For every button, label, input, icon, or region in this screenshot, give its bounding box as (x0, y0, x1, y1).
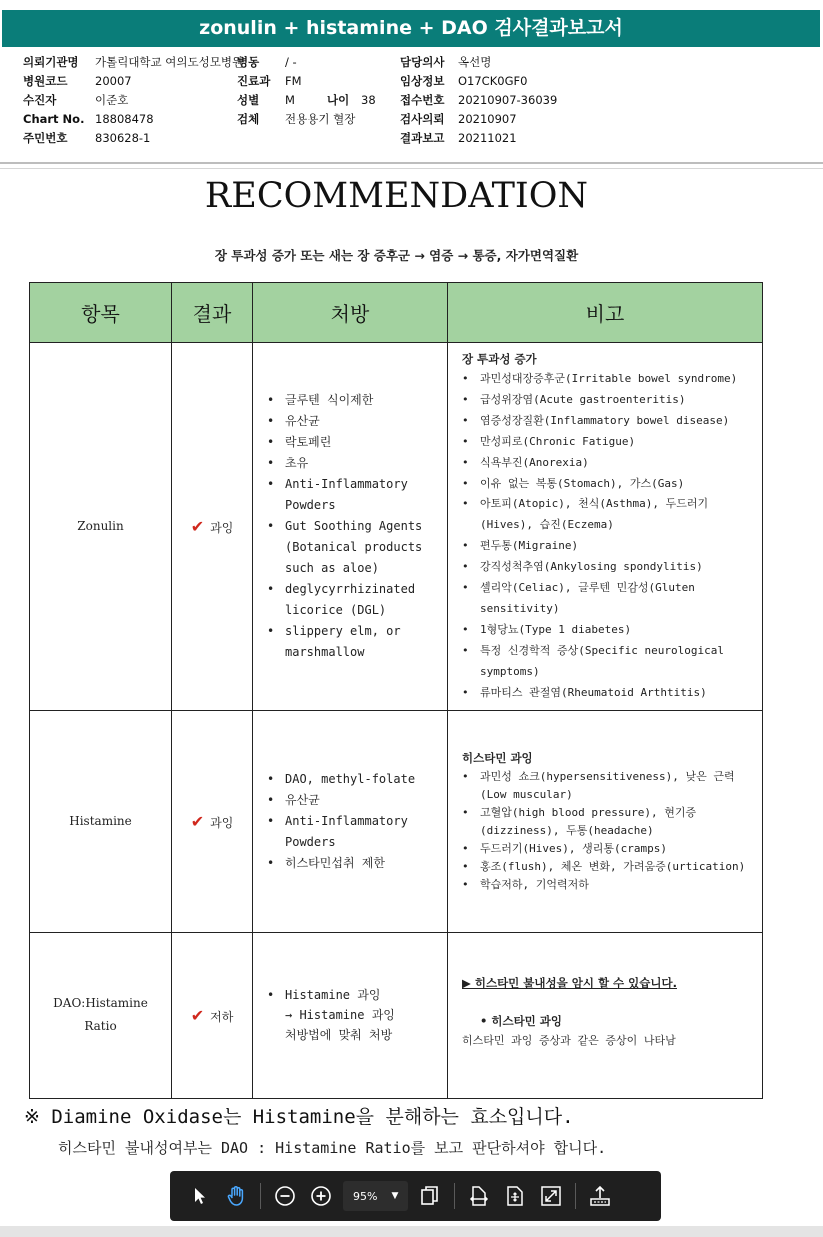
zoom-out-icon[interactable] (267, 1178, 303, 1214)
page-divider (0, 168, 823, 169)
list-item: • 강직성척추염(Ankylosing spondylitis) (462, 557, 754, 578)
page-divider (0, 162, 823, 164)
note-text: 히스타민 과잉 증상과 같은 증상이 나타남 (462, 1033, 676, 1047)
info-label: 검사의뢰 (400, 112, 445, 126)
prescription-line: 처방법에 맞춰 처방 (285, 1027, 393, 1042)
item-name (30, 932, 172, 1098)
list-item: • 이유 없는 복통(Stomach), 가스(Gas) (462, 474, 754, 495)
result-cell (172, 343, 253, 711)
info-value: 전용용기 혈장 (285, 112, 356, 126)
zoom-in-icon[interactable] (303, 1178, 339, 1214)
table-header-row (30, 283, 763, 343)
list-item: • 학습저하, 기억력저하 (462, 876, 754, 894)
viewer-toolbar (170, 1171, 661, 1221)
info-value: / - (285, 55, 297, 69)
select-arrow-icon[interactable] (182, 1178, 218, 1214)
info-label: 담당의사 (400, 55, 445, 69)
list-item (267, 985, 443, 1045)
age-label: 나이 (327, 93, 350, 107)
result-value: 과잉 (210, 520, 234, 535)
age-value: 38 (361, 93, 376, 107)
toolbar-separator (575, 1183, 576, 1209)
chevron-down-icon: ▼ (391, 1191, 399, 1201)
toolbar-separator (454, 1183, 455, 1209)
list-item: • DAO, methyl-folate (267, 769, 443, 790)
item-name: Zonulin (30, 343, 172, 711)
header-item: 항목 (30, 283, 172, 343)
footnote-line2: 히스타민 불내성여부는 DAO : Histamine Ratio를 보고 판단하셔야 합니다. (58, 1139, 607, 1157)
patient-info-col3 (400, 53, 557, 148)
info-label: 주민번호 (23, 131, 68, 145)
table-row (30, 710, 763, 932)
list-item: • 아토피(Atopic), 천식(Asthma), 두드러기(Hives), 습진(Eczema) (462, 494, 754, 536)
list-item: • 1형당뇨(Type 1 diabetes) (462, 620, 754, 641)
list-item: • 초유 (267, 453, 443, 474)
recommendation-subtitle: 장 투과성 증가 또는 새는 장 증후군 → 염증 → 통증, 자가면역질환 (214, 248, 579, 263)
list-item: • 과민성 쇼크(hypersensitiveness), 낮은 근력(Low muscular) (462, 768, 754, 804)
note-cell (448, 710, 763, 932)
info-value: 가톨릭대학교 여의도성모병원 (95, 55, 244, 69)
result-cell (172, 932, 253, 1098)
list-item: • 락토페린 (267, 432, 443, 453)
patient-info-col2 (237, 53, 376, 129)
footnote-line1: ※ Diamine Oxidase는 Histamine을 분해하는 효소입니다. (24, 1106, 574, 1128)
prescription-cell (253, 932, 448, 1098)
item-name: Histamine (30, 710, 172, 932)
recommendation-title: RECOMMENDATION (204, 176, 589, 216)
info-value: 옥선명 (458, 55, 492, 69)
recommendation-table (29, 282, 763, 1099)
check-icon: ✔ (190, 811, 205, 831)
info-label: 성별 (237, 93, 260, 107)
export-icon[interactable] (582, 1178, 618, 1214)
zoom-value: 95% (353, 1189, 378, 1203)
list-item: • 유산균 (267, 411, 443, 432)
result-value: 저하 (210, 1009, 234, 1024)
list-item: • 과민성대장증후군(Irritable bowel syndrome) (462, 369, 754, 390)
info-value: 20211021 (458, 131, 517, 145)
list-item: • 홍조(flush), 체온 변화, 가려움증(urtication) (462, 858, 754, 876)
list-item: • 류마티스 관절염(Rheumatoid Arthtitis) (462, 683, 754, 704)
note-cell (448, 932, 763, 1098)
info-label: 결과보고 (400, 131, 445, 145)
info-label: 의뢰기관명 (23, 55, 79, 69)
info-value: 20210907 (458, 112, 517, 126)
list-item: • 글루텐 식이제한 (267, 390, 443, 411)
list-item: • 고혈압(high blood pressure), 현기증(dizziness), 두통(headache) (462, 804, 754, 840)
hand-tool-icon[interactable] (218, 1178, 254, 1214)
list-item: • Anti-Inflammatory Powders (267, 474, 443, 516)
note-warning: ▶ 히스타민 불내성을 암시 할 수 있습니다. (462, 975, 677, 990)
list-item: • 만성피로(Chronic Fatigue) (462, 432, 754, 453)
table-row (30, 343, 763, 711)
check-icon: ✔ (190, 516, 205, 536)
fit-page-icon[interactable] (497, 1178, 533, 1214)
check-icon: ✔ (190, 1005, 205, 1025)
list-item: • 유산균 (267, 790, 443, 811)
fullscreen-icon[interactable] (533, 1178, 569, 1214)
info-value: O17CK0GF0 (458, 74, 528, 88)
note-title-text: 히스타민 과잉 (491, 1013, 563, 1028)
copy-pages-icon[interactable] (412, 1178, 448, 1214)
list-item: • deglycyrrhizinated licorice (DGL) (267, 579, 443, 621)
prescription-line: → Histamine 과잉 (285, 1007, 395, 1022)
fit-width-icon[interactable] (461, 1178, 497, 1214)
note-title: 장 투과성 증가 (462, 352, 537, 366)
list-item: • 셀리악(Celiac), 글루텐 민감성(Gluten sensitivity) (462, 578, 754, 620)
info-value: 20007 (95, 74, 132, 88)
viewer-bottom-strip (0, 1226, 823, 1237)
list-item: • 염증성장질환(Inflammatory bowel disease) (462, 411, 754, 432)
info-value: 20210907-36039 (458, 93, 558, 107)
info-value: 830628-1 (95, 131, 151, 145)
info-value: M (285, 93, 295, 107)
info-value: FM (285, 74, 302, 88)
info-label: 진료과 (237, 74, 271, 88)
note-cell (448, 343, 763, 711)
header-note: 비고 (448, 283, 763, 343)
info-label: 검체 (237, 112, 260, 126)
info-label: 수진자 (23, 93, 57, 107)
list-item: • Gut Soothing Agents (Botanical products such as aloe) (267, 516, 443, 579)
info-label: Chart No. (23, 112, 85, 126)
result-cell (172, 710, 253, 932)
list-item: • Anti-Inflammatory Powders (267, 811, 443, 853)
info-value: 18808478 (95, 112, 154, 126)
patient-info-col1 (23, 53, 243, 148)
list-item: • 두드러기(Hives), 생리통(cramps) (462, 840, 754, 858)
info-label: 접수번호 (400, 93, 445, 107)
info-value: 이준호 (95, 93, 129, 107)
result-value: 과잉 (210, 815, 234, 830)
prescription-cell (253, 710, 448, 932)
prescription-cell (253, 343, 448, 711)
list-item: • 식욕부진(Anorexia) (462, 453, 754, 474)
toolbar-separator (260, 1183, 261, 1209)
list-item: • 히스타민섭취 제한 (267, 853, 443, 874)
info-label: 병원코드 (23, 74, 68, 88)
item-name-line: Ratio (84, 1019, 117, 1033)
header-result: 결과 (172, 283, 253, 343)
prescription-line: • Histamine 과잉 (285, 987, 381, 1002)
info-label: 병동 (237, 55, 260, 69)
header-prescription: 처방 (253, 283, 448, 343)
info-label: 임상정보 (400, 74, 445, 88)
list-item: • 특정 신경학적 증상(Specific neurological symptoms) (462, 641, 754, 683)
list-item: • 급성위장염(Acute gastroenteritis) (462, 390, 754, 411)
zoom-select[interactable] (343, 1181, 408, 1211)
list-item: • 편두통(Migraine) (462, 536, 754, 557)
item-name-line: DAO:Histamine (53, 996, 148, 1010)
table-row (30, 932, 763, 1098)
list-item: • slippery elm, or marshmallow (267, 621, 443, 663)
report-title: zonulin + histamine + DAO 검사결과보고서 (2, 10, 820, 47)
note-title: • 히스타민 과잉 (480, 1013, 563, 1028)
note-title: 히스타민 과잉 (462, 751, 533, 765)
